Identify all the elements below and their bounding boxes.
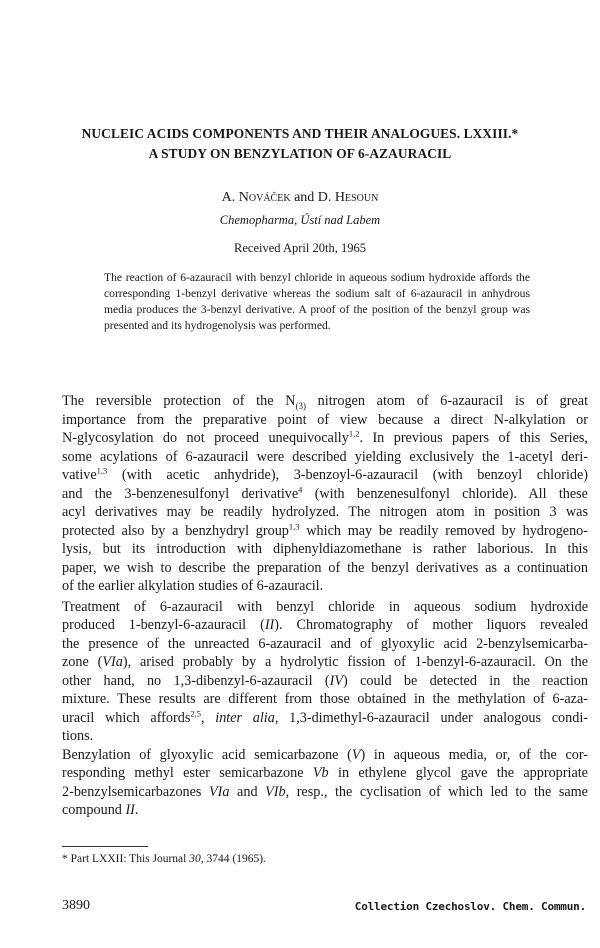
- text-line: of the earlier alkylation studies of 6-azauracil.: [62, 578, 324, 594]
- text-line: uracil which affords$^{2,5}$, inter alia, 1,3-dimethyl-6-azauracil under analogous condi-: [62, 707, 588, 726]
- affiliation: Chemopharma, Ústí nad Labem: [219, 213, 381, 227]
- paragraph-3: [62, 746, 588, 820]
- text-line: the presence of the unreacted 6-azauracil and of glyoxylic acid 2-benzylsemicarba-: [62, 635, 588, 652]
- text-line: responding methyl ester semicarbazone Vb in ethylene glycol gave the appropriate: [62, 765, 588, 781]
- text-line: other hand, no 1,3-dibenzyl-6-azauracil (IV) could be detected in the reaction: [62, 672, 588, 689]
- text-line: vative$^{1,3}$ (with acetic anhydride), 3-benzoyl-6-azauracil (with benzoyl chloride): [62, 465, 588, 483]
- text-line: The reversible protection of the $N_{(3)}$ nitrogen atom of 6-azauracil is of great: [62, 393, 589, 411]
- journal-name: Collection Czechoslov. Chem. Commun.: [354, 900, 586, 913]
- article-title: [40, 124, 560, 164]
- author-2-name: Hesoun: [334, 190, 379, 205]
- footnote: * Part LXXII: This Journal 30, 3744 (1965).: [62, 853, 266, 865]
- text-line: paper, we wish to describe the preparation of the benzyl derivatives as a continuation: [62, 559, 588, 576]
- text-line: N-glycosylation do not proceed unequivocally$^{1,2}$. In previous papers of this Series,: [62, 428, 588, 446]
- received-date: Received April 20th, 1965: [234, 241, 366, 255]
- author-1-name: Nováček: [238, 190, 291, 205]
- author-line: [40, 189, 560, 207]
- author-1-initial: A.: [221, 190, 239, 205]
- text-line: some acylations of 6-azauracil were described yielding exclusively the 1-acetyl deri-: [62, 448, 588, 465]
- text-line: zone (VIa), arised probably by a hydrolytic fission of 1-benzyl-6-azauracil. On the: [62, 654, 588, 670]
- page-number: 3890: [62, 898, 90, 913]
- author-connector: and D.: [290, 190, 335, 205]
- text-line: Treatment of 6-azauracil with benzyl chloride in aqueous sodium hydroxide: [62, 598, 588, 615]
- paragraph-1: [62, 392, 588, 596]
- title-line-1: NUCLEIC ACIDS COMPONENTS AND THEIR ANALOGUES. LXXIII.*: [81, 126, 519, 141]
- title-line-2: A STUDY ON BENZYLATION OF 6-AZAURACIL: [148, 146, 452, 161]
- text-line: and the 3-benzenesulfonyl derivative$^4$ (with benzenesulfonyl chloride). All these: [62, 483, 588, 502]
- text-line: Benzylation of glyoxylic acid semicarbazone (V) in aqueous media, or, of the cor-: [62, 746, 589, 763]
- text-line: mixture. These results are different from those obtained in the methylation of 6-aza-: [62, 691, 588, 707]
- text-line: compound II.: [62, 802, 139, 818]
- text-line: 2-benzylsemicarbazones VIa and VIb, resp., the cyclisation of which led to the same: [62, 783, 588, 800]
- abstract: The reaction of 6-azauracil with benzyl chloride in aqueous sodium hydroxide affords the corresponding 1-benzyl derivative whereas the sodium salt of 6-azauracil in anhydrous media produces the 3-benzyl derivative. A proof of the position of the benzyl group was presented and its hydrogenolysis was performed.: [104, 271, 530, 332]
- text-line: lysis, but its introduction with diphenyldiazomethane is rather laborious. In this: [62, 541, 588, 557]
- footnote-rule: [62, 846, 148, 847]
- body-text: [62, 392, 588, 820]
- text-line: acyl derivatives may be readily hydrolyzed. The nitrogen atom in position 3 was: [62, 504, 588, 520]
- text-line: tions.: [62, 728, 94, 744]
- text-line: importance from the preparative point of view because a direct N-alkylation or: [62, 411, 588, 428]
- paragraph-2: [62, 598, 588, 746]
- text-line: protected also by a benzhydryl group$^{1,3}$ which may be readily removed by hydrogeno-: [62, 520, 588, 539]
- text-line: produced 1-benzyl-6-azauracil (II). Chromatography of mother liquors revealed: [62, 617, 588, 633]
